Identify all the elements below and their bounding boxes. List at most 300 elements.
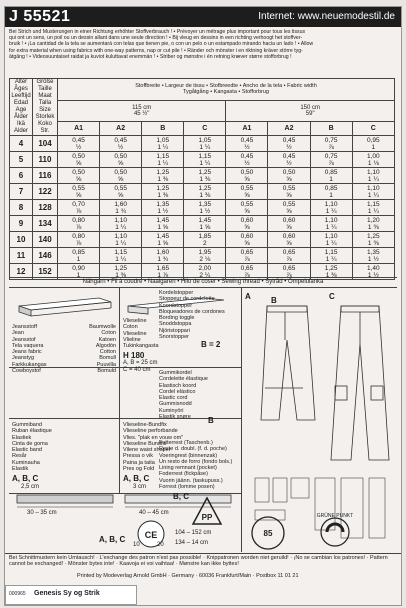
- interfacing-name: Vlieseline: [123, 330, 147, 337]
- yardage-cell: [268, 184, 310, 200]
- yardage-cell: [142, 200, 184, 216]
- elastic-band-name: Resår: [12, 453, 27, 460]
- table-row: [10, 216, 395, 232]
- fabric-requirements-table: [9, 78, 395, 280]
- age-cell: 7: [10, 184, 33, 200]
- age-cell: 6: [10, 168, 33, 184]
- yards-value: 1 ¼: [157, 143, 169, 151]
- meters-value: 0,45: [240, 136, 254, 144]
- meters-value: 1,10: [367, 184, 380, 192]
- column-header: A2: [268, 122, 310, 136]
- yardage-cell: [310, 216, 352, 232]
- yardage-cell: [58, 216, 100, 232]
- yards-value: ⅝: [244, 207, 250, 215]
- meters-value: 1,10: [324, 216, 338, 224]
- elastic-width: 2,5 cm: [21, 484, 40, 490]
- size-header: [33, 79, 58, 136]
- age-cell: 12: [10, 264, 33, 280]
- meters-value: 0,55: [114, 184, 127, 192]
- yardage-cell: [226, 136, 268, 152]
- yardage-cell: [142, 232, 184, 248]
- yards-value: 1 ⅜: [157, 191, 169, 199]
- column-header: A2: [100, 122, 142, 136]
- yardage-cell: [58, 200, 100, 216]
- meters-value: 0,50: [282, 168, 296, 176]
- yardage-cell: [184, 184, 226, 200]
- elastic-cord-name: Gummisnodd: [159, 401, 192, 408]
- elastic-cord-name: Elastic cord: [159, 395, 188, 402]
- meters-value: 0,85: [324, 168, 338, 176]
- elastic-views: A, B, C: [12, 474, 39, 483]
- no-exchange-notice: Bei Schnittmustern kein Umtausch! · L'exchange des patron n'est pas possible! · Knippatronen worden niet geruild! · ¡No se cambian los patrones! · Pattern cannot be exchanged! · Mönster bytes inte! · Kaavoja ei voi vaihtaa! · Mønstre kan ikke byttes!: [9, 555, 388, 568]
- fabric-name: Jeanstyg: [12, 355, 35, 362]
- meters-value: 1,20: [367, 216, 380, 224]
- elastic-band-name: Cinta de goma: [12, 440, 48, 447]
- yards-value: ½: [244, 159, 250, 167]
- meters-value: 0,45: [282, 152, 296, 160]
- yards-value: ⅝: [117, 175, 124, 183]
- yardage-cell: [226, 216, 268, 232]
- yards-value: ⅝: [244, 191, 250, 199]
- size-label: Größe: [36, 79, 54, 85]
- bottom-dim-1: 104 – 152 cm: [175, 530, 212, 536]
- lining-remnant-name: Vuorin jäänn. (taskupuss.): [159, 477, 223, 484]
- meters-value: 0,55: [240, 184, 254, 192]
- yardage-cell: [100, 152, 142, 168]
- elastic-band-name: Gummiband: [12, 422, 42, 428]
- yards-value: 1 ¼: [115, 255, 127, 263]
- yardage-cell: [352, 248, 394, 264]
- yards-value: ½: [244, 143, 250, 151]
- elastic-cord-name: Elastisch koord: [159, 382, 197, 389]
- yardage-cell: [268, 216, 310, 232]
- meters-value: 1,10: [324, 232, 338, 240]
- meters-value: 1,45: [198, 216, 212, 224]
- meters-value: 0,85: [72, 248, 85, 256]
- meters-value: 0,75: [324, 136, 338, 144]
- bottom-num-2: 20: [157, 542, 164, 548]
- cord-stopper-name: Koordstopper: [159, 302, 193, 309]
- interfacing-dim: C = 40 cm: [123, 367, 151, 373]
- yards-value: 1 ⅜: [157, 175, 169, 183]
- yardage-cell: [310, 232, 352, 248]
- elastic-cord-qty: B: [208, 416, 214, 425]
- yards-value: ⅝: [286, 207, 292, 215]
- age-cell: 11: [10, 248, 33, 264]
- yardage-cell: [58, 168, 100, 184]
- meters-value: 2,00: [198, 264, 212, 272]
- yards-value: ⅝: [286, 175, 292, 183]
- meters-value: 0,45: [114, 136, 127, 144]
- notice-line: bruik ! • ¡La cantidad de la tela se aumentará con telas que tienen pie, o con un pelo o un estampado mirando hacia un lado ! • Allow: [9, 41, 314, 48]
- view-label-b: B: [271, 296, 277, 305]
- fabric-name: Jeansstof: [12, 336, 36, 343]
- one-way-pattern-notice: [9, 29, 397, 60]
- size-cell: 122: [33, 184, 58, 200]
- table-row: [10, 200, 395, 216]
- meters-value: 1,25: [367, 232, 380, 240]
- interfacing-name: Vlieline: [123, 336, 141, 343]
- yardage-cell: [352, 168, 394, 184]
- meters-value: 1,25: [198, 184, 212, 192]
- meters-value: 0,60: [240, 232, 254, 240]
- sewing-thread-label: Nähgarn • Fil à coudre • Naaigaren • Hilo de coser • Sewing thread • Sytråd • Ompelulanka: [9, 278, 397, 288]
- yards-value: ½: [286, 159, 292, 167]
- age-label: Leeftijd: [11, 93, 31, 99]
- size-label: Talla: [38, 100, 52, 106]
- yardage-cell: [100, 248, 142, 264]
- waistband-interfacing-name: Vlieseline perforbande: [123, 428, 178, 435]
- yards-value: 1: [76, 271, 81, 279]
- printed-by: Printed by Modeverlag Arnold GmbH · Germany · 60036 Frankfurt/Main · Postbox 11 01 21: [77, 573, 299, 579]
- yardage-cell: [310, 152, 352, 168]
- pp-logo-text: PP: [201, 513, 213, 522]
- elastic-band-name: Ruban élastique: [12, 428, 52, 435]
- elastic-band-name: Elastiek: [12, 434, 32, 441]
- meters-value: 1,65: [156, 264, 170, 272]
- fabric-name: Jeansstoff: [12, 324, 37, 330]
- meters-value: 0,50: [240, 168, 254, 176]
- age-cell: 4: [10, 136, 33, 152]
- denim-list: [12, 324, 116, 374]
- yards-value: ⅝: [244, 223, 250, 231]
- elastic-cord-list: [159, 370, 208, 420]
- table-row: [10, 168, 395, 184]
- lining-remnant-name: Futterrest (Taschenb.): [159, 440, 213, 446]
- meters-value: 1,25: [156, 168, 170, 176]
- yards-value: 1 ¼: [367, 191, 379, 199]
- sticker-text: Genesis Sy og Strik: [34, 590, 100, 597]
- yards-value: ⅞: [244, 255, 250, 263]
- cord-stopper-name: Kordelstopper: [159, 290, 194, 296]
- pattern-code: J 55521: [9, 8, 71, 25]
- fabric-name: Jean: [12, 330, 24, 337]
- meters-value: 1,85: [198, 232, 212, 240]
- fiber-name: Baumwolle: [89, 324, 116, 330]
- meters-value: 1,10: [367, 168, 380, 176]
- yardage-cell: [184, 248, 226, 264]
- yardage-cell: [268, 136, 310, 152]
- yards-value: 1 ¼: [199, 159, 211, 167]
- meters-value: 1,95: [198, 248, 212, 256]
- yards-value: 1 ⅝: [157, 239, 169, 247]
- table-row: [10, 232, 395, 248]
- yards-value: 1 ¾: [157, 255, 169, 263]
- width-115-header: [58, 100, 226, 122]
- yards-value: ⅝: [286, 191, 292, 199]
- 85-logo-text: 85: [263, 529, 273, 538]
- yards-value: ⅝: [117, 191, 124, 199]
- interfacing-name: Vlieseline: [123, 318, 147, 324]
- yardage-cell: [100, 232, 142, 248]
- yards-value: 1: [329, 191, 333, 199]
- yards-value: 1 ½: [367, 255, 379, 263]
- meters-value: 1,60: [114, 200, 127, 208]
- meters-value: 0,50: [72, 168, 85, 176]
- yardage-cell: [58, 152, 100, 168]
- yardage-cell: [226, 248, 268, 264]
- meters-value: 0,45: [282, 136, 296, 144]
- fabric-width-label: Tygåtgång • Kangasta • Stofforbrug: [182, 89, 269, 96]
- yardage-cell: [226, 152, 268, 168]
- fiber-name: Cotton: [99, 349, 116, 356]
- notions-section: [9, 277, 397, 552]
- yardage-cell: [184, 232, 226, 248]
- yards-value: ½: [286, 143, 292, 151]
- recycling-85-logo: [249, 514, 287, 552]
- column-header: A1: [226, 122, 268, 136]
- yards-value: ⅞: [75, 223, 82, 231]
- lining-remnant-name: Voeringrest (binnenzak): [159, 452, 218, 459]
- meters-value: 1,25: [198, 168, 212, 176]
- yards-value: 1 ¼: [199, 143, 211, 151]
- yardage-cell: [58, 248, 100, 264]
- elastic-cord-name: Elastik snøre: [159, 414, 191, 421]
- gruener-punkt-text: GRÜNE PUNKT: [316, 513, 354, 519]
- meters-value: 0,65: [282, 264, 296, 272]
- yardage-cell: [100, 136, 142, 152]
- yards-value: 2 ¼: [199, 271, 211, 279]
- meters-value: 1,10: [324, 200, 338, 208]
- width-115-inch: 45 ½": [133, 110, 150, 117]
- yardage-cell: [184, 152, 226, 168]
- fiber-name: Bomull: [99, 355, 116, 362]
- yards-value: 1: [76, 255, 81, 263]
- yards-value: 1 ¼: [325, 255, 337, 263]
- yardage-cell: [226, 200, 268, 216]
- age-header: [10, 79, 33, 136]
- yards-value: 1 ⅜: [367, 239, 379, 247]
- yards-value: 2: [203, 239, 207, 247]
- meters-value: 0,55: [282, 200, 296, 208]
- fiber-name: Bomuld: [97, 368, 116, 375]
- waistband-views: A, B, C: [123, 474, 150, 483]
- meters-value: 1,10: [114, 216, 127, 224]
- size-label: Size: [39, 107, 51, 113]
- yardage-cell: [226, 168, 268, 184]
- website-url: Internet: www.neuemodestil.de: [258, 11, 395, 22]
- yards-value: ⅝: [75, 175, 82, 183]
- interfacing-code: H 180: [123, 351, 145, 360]
- yards-value: 1 ¾: [115, 207, 127, 215]
- meters-value: 1,15: [324, 248, 338, 256]
- age-cell: 8: [10, 200, 33, 216]
- interfacing-name: Coton: [123, 324, 138, 331]
- elastic-cord-name: Cordel elástico: [159, 388, 196, 395]
- elastic-band-name: Elastic band: [12, 447, 42, 454]
- notice-line: Bei Strich und Musterungen in einer Richtung erhöhter Stoffverbrauch ! • Prévoyer un métrage plus important pour tous les tissus: [9, 29, 306, 35]
- size-cell: 140: [33, 232, 58, 248]
- yardage-cell: [142, 184, 184, 200]
- cord-stopper-name: Bording toggle: [159, 315, 195, 322]
- yardage-cell: [310, 248, 352, 264]
- table-row: [10, 152, 395, 168]
- meters-value: 1,60: [156, 248, 170, 256]
- meters-value: 1,15: [198, 152, 212, 160]
- meters-value: 1,05: [156, 136, 170, 144]
- meters-value: 0,60: [282, 216, 296, 224]
- cord-stopper-name: Stoppeur de cordelette: [159, 296, 215, 303]
- size-cell: 134: [33, 216, 58, 232]
- waistband-length: 40 – 45 cm: [139, 510, 169, 516]
- yards-value: ½: [117, 143, 124, 151]
- meters-value: 1,15: [114, 248, 127, 256]
- age-cell: 5: [10, 152, 33, 168]
- yards-value: ⅝: [117, 159, 124, 167]
- size-cell: 104: [33, 136, 58, 152]
- size-cell: 110: [33, 152, 58, 168]
- lining-remnant-name: Reste d. doubl. (f. d. poche): [159, 446, 227, 453]
- bottom-num-1: 10: [133, 542, 140, 548]
- age-cell: 10: [10, 232, 33, 248]
- yardage-cell: [310, 200, 352, 216]
- yards-value: ⅝: [75, 191, 82, 199]
- table-row: [10, 184, 395, 200]
- yardage-cell: [268, 248, 310, 264]
- yards-value: 1 ½: [199, 207, 211, 215]
- size-label: Maat: [38, 93, 52, 99]
- yardage-cell: [268, 200, 310, 216]
- lining-remnant-name: Foderrest (fickpåse): [159, 471, 208, 478]
- fabric-name: Jeans fabric: [12, 349, 42, 356]
- age-label: Ålder: [13, 114, 28, 120]
- elastic-band-name: Kuminauha: [12, 459, 40, 466]
- yards-value: ⅞: [75, 207, 82, 215]
- meters-value: 0,90: [72, 264, 85, 272]
- size-label: Str.: [40, 128, 50, 134]
- fabric-name: Tela vaquera: [12, 342, 44, 349]
- fabric-name: Farkkukangas: [12, 361, 47, 368]
- yards-value: 1 ⅜: [115, 271, 127, 279]
- yards-value: ⅝: [286, 223, 292, 231]
- age-label: Edad: [13, 100, 28, 106]
- yardage-cell: [310, 184, 352, 200]
- age-label: Ikä: [16, 121, 25, 127]
- fabric-width-label: Stoffbreite • Largeur de tissu • Stofbreedte • Ancho de la tela • Fabric width: [135, 82, 317, 89]
- yards-value: ⅞: [328, 143, 334, 151]
- store-sticker: [5, 585, 137, 605]
- yards-value: ⅝: [75, 159, 82, 167]
- fabric-width-header: [58, 79, 395, 101]
- meters-value: 1,25: [114, 264, 127, 272]
- cord-stopper-qty: B = 2: [201, 340, 221, 349]
- yards-value: 1 ¼: [367, 207, 379, 215]
- fiber-name: Coton: [101, 330, 116, 337]
- size-cell: 146: [33, 248, 58, 264]
- width-150: 150 cm: [300, 104, 321, 111]
- yardage-cell: [58, 136, 100, 152]
- yards-value: 1 ¼: [325, 239, 337, 247]
- meters-value: 1,45: [156, 232, 170, 240]
- meters-value: 0,80: [72, 232, 85, 240]
- yardage-cell: [352, 136, 394, 152]
- lining-views: B, C: [173, 492, 189, 501]
- yardage-cell: [352, 184, 394, 200]
- meters-value: 1,25: [324, 264, 338, 272]
- age-label: Alder: [13, 128, 28, 134]
- waistband-interfacing-name: Vlieseline Bundfix: [123, 440, 167, 447]
- ce-logo-text: CE: [144, 530, 158, 540]
- yards-value: 1 ¼: [115, 239, 127, 247]
- elastic-length: 30 – 35 cm: [27, 510, 57, 516]
- interfacing-name: Tukinkangasta: [123, 343, 159, 350]
- meters-value: 0,55: [282, 184, 296, 192]
- column-header: B: [142, 122, 184, 136]
- column-header: C: [352, 122, 394, 136]
- meters-value: 0,60: [282, 232, 296, 240]
- elastic-band-icon: [15, 492, 115, 510]
- age-label: Âges: [14, 86, 28, 92]
- interfacing-dim: A, B = 25 cm: [123, 360, 158, 366]
- lining-remnant-name: Un resto de forro (fondo bols.): [159, 458, 233, 465]
- size-cell: 116: [33, 168, 58, 184]
- width-150-inch: 59": [305, 110, 315, 117]
- size-label: Taille: [38, 86, 52, 92]
- fiber-name: Puuvilla: [96, 361, 116, 368]
- size-label: Storlek: [35, 114, 55, 120]
- yardage-cell: [58, 184, 100, 200]
- elastic-band-name: Elastik: [12, 466, 29, 473]
- yardage-cell: [142, 248, 184, 264]
- meters-value: 0,65: [240, 264, 254, 272]
- yardage-cell: [226, 232, 268, 248]
- recycling-pp-logo: [187, 494, 227, 534]
- yards-value: ⅞: [286, 255, 292, 263]
- yards-value: ⅝: [244, 239, 250, 247]
- meters-value: 0,45: [240, 152, 254, 160]
- yards-value: ⅞: [286, 271, 292, 279]
- cord-stopper-name: Njöristoppari: [159, 327, 190, 334]
- meters-value: 0,65: [240, 248, 254, 256]
- yardage-cell: [100, 200, 142, 216]
- meters-value: 0,80: [72, 216, 85, 224]
- yards-value: 1 ¼: [325, 207, 337, 215]
- size-cell: 128: [33, 200, 58, 216]
- column-header: A1: [58, 122, 100, 136]
- yardage-cell: [184, 168, 226, 184]
- waistband-interfacing-name: Pres og Fold: [123, 466, 155, 473]
- elastic-cord-name: Cordelette élastique: [159, 376, 208, 383]
- yards-value: 1 ⅜: [199, 175, 211, 183]
- yards-value: 1 ¼: [157, 159, 169, 167]
- pattern-envelope-back: [4, 6, 402, 606]
- age-label: Age: [15, 107, 27, 113]
- yardage-cell: [352, 200, 394, 216]
- yardage-cell: [142, 152, 184, 168]
- yards-value: ½: [75, 143, 82, 151]
- yards-value: 1 ¼: [367, 175, 379, 183]
- meters-value: 1,40: [367, 264, 380, 272]
- yardage-cell: [142, 216, 184, 232]
- interfacing-list: [123, 318, 159, 349]
- lining-remnant-list: [159, 440, 232, 490]
- pants-technical-drawings: [245, 300, 395, 480]
- yardage-cell: [58, 232, 100, 248]
- yards-value: 1 ⅜: [325, 271, 337, 279]
- meters-value: 1,35: [198, 200, 212, 208]
- cord-stopper-list: [159, 290, 225, 340]
- meters-value: 1,25: [156, 184, 170, 192]
- yardage-cell: [226, 184, 268, 200]
- meters-value: 0,60: [240, 216, 254, 224]
- yardage-cell: [268, 152, 310, 168]
- denim-row: [12, 368, 116, 374]
- waistband-width: 3 cm: [133, 484, 147, 490]
- elastic-cord-name: Gummikordel: [159, 370, 192, 376]
- lining-remnant-name: Lining remnant (pocket): [159, 465, 217, 472]
- yardage-cell: [310, 168, 352, 184]
- column-header: C: [184, 122, 226, 136]
